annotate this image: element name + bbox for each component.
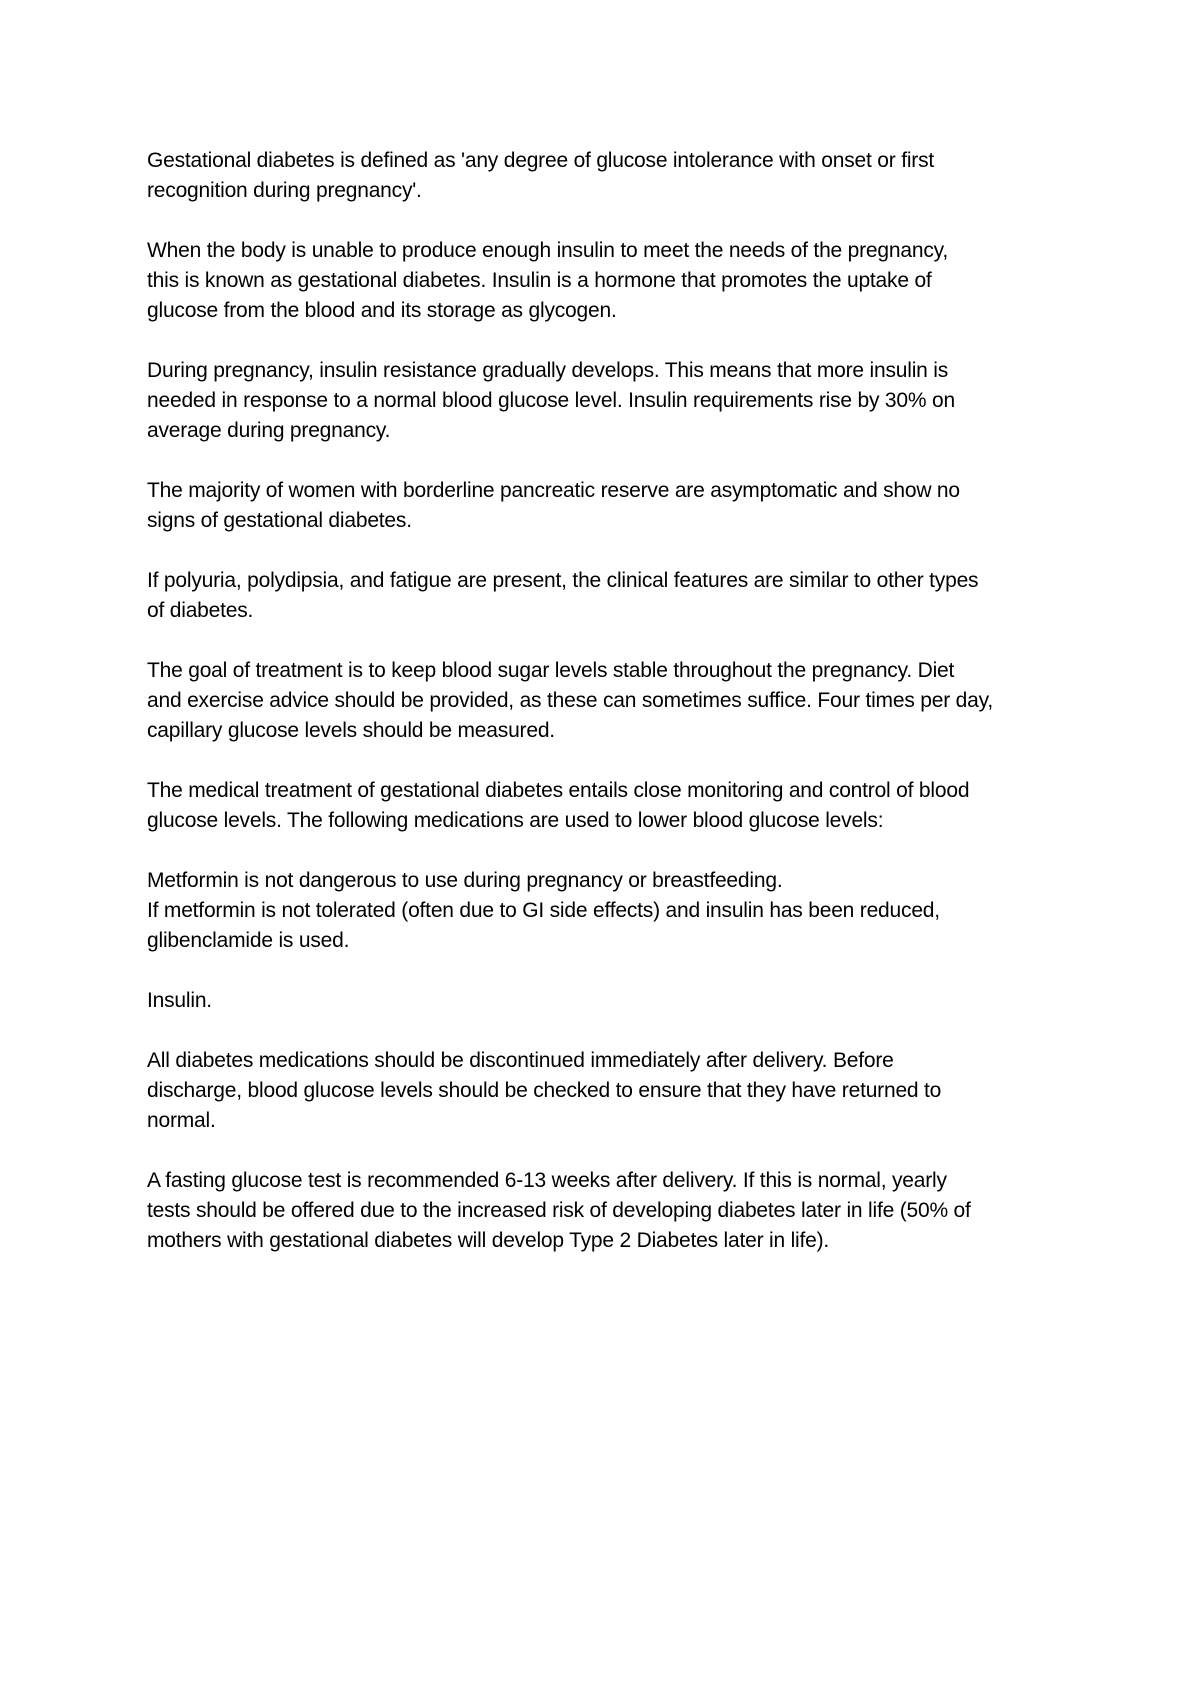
text-line: of diabetes. (147, 599, 254, 622)
paragraph-metformin (147, 866, 1072, 956)
text-line: When the body is unable to produce enough insulin to meet the needs of the pregnancy, (147, 239, 949, 262)
paragraph-insulin-production (147, 236, 1072, 326)
text-line: Metformin is not dangerous to use during pregnancy or breastfeeding. (147, 869, 783, 892)
text-line: glibenclamide is used. (147, 929, 350, 952)
paragraph-insulin-resistance (147, 356, 1072, 446)
paragraph-definition (147, 146, 1072, 206)
text-line: discharge, blood glucose levels should be checked to ensure that they have returned to (147, 1079, 942, 1102)
text-line: The majority of women with borderline pancreatic reserve are asymptomatic and show no (147, 479, 960, 502)
paragraph-treatment-goal (147, 656, 1072, 746)
text-line: this is known as gestational diabetes. Insulin is a hormone that promotes the uptake of (147, 269, 932, 292)
text-line: The medical treatment of gestational diabetes entails close monitoring and control of blood (147, 779, 970, 802)
text-line: average during pregnancy. (147, 419, 391, 442)
text-line: normal. (147, 1109, 216, 1132)
text-line: The goal of treatment is to keep blood sugar levels stable throughout the pregnancy. Diet (147, 659, 955, 682)
text-line: All diabetes medications should be discontinued immediately after delivery. Before (147, 1049, 894, 1072)
paragraph-asymptomatic (147, 476, 1072, 536)
paragraph-after-delivery (147, 1046, 1072, 1136)
text-line: If polyuria, polydipsia, and fatigue are present, the clinical features are similar to other types (147, 569, 979, 592)
text-line: Insulin. (147, 989, 212, 1012)
text-line: A fasting glucose test is recommended 6-13 weeks after delivery. If this is normal, yearly (147, 1169, 947, 1192)
text-line: mothers with gestational diabetes will develop Type 2 Diabetes later in life). (147, 1229, 830, 1252)
text-line: If metformin is not tolerated (often due to GI side effects) and insulin has been reduced, (147, 899, 940, 922)
text-line: Gestational diabetes is defined as 'any degree of glucose intolerance with onset or first (147, 149, 935, 172)
paragraph-insulin (147, 986, 1072, 1016)
text-line: glucose from the blood and its storage as glycogen. (147, 299, 617, 322)
text-line: recognition during pregnancy'. (147, 179, 422, 202)
text-line: and exercise advice should be provided, as these can sometimes suffice. Four times per day, (147, 689, 993, 712)
text-line: needed in response to a normal blood glucose level. Insulin requirements rise by 30% on (147, 389, 955, 412)
text-line: capillary glucose levels should be measured. (147, 719, 555, 742)
text-line: glucose levels. The following medications are used to lower blood glucose levels: (147, 809, 884, 832)
text-line: tests should be offered due to the increased risk of developing diabetes later in life (50% of (147, 1199, 971, 1222)
paragraph-follow-up (147, 1166, 1072, 1256)
text-line: signs of gestational diabetes. (147, 509, 412, 532)
document-body (147, 146, 1072, 1286)
paragraph-medical-treatment (147, 776, 1072, 836)
text-line: During pregnancy, insulin resistance gradually develops. This means that more insulin is (147, 359, 949, 382)
paragraph-clinical-features (147, 566, 1072, 626)
